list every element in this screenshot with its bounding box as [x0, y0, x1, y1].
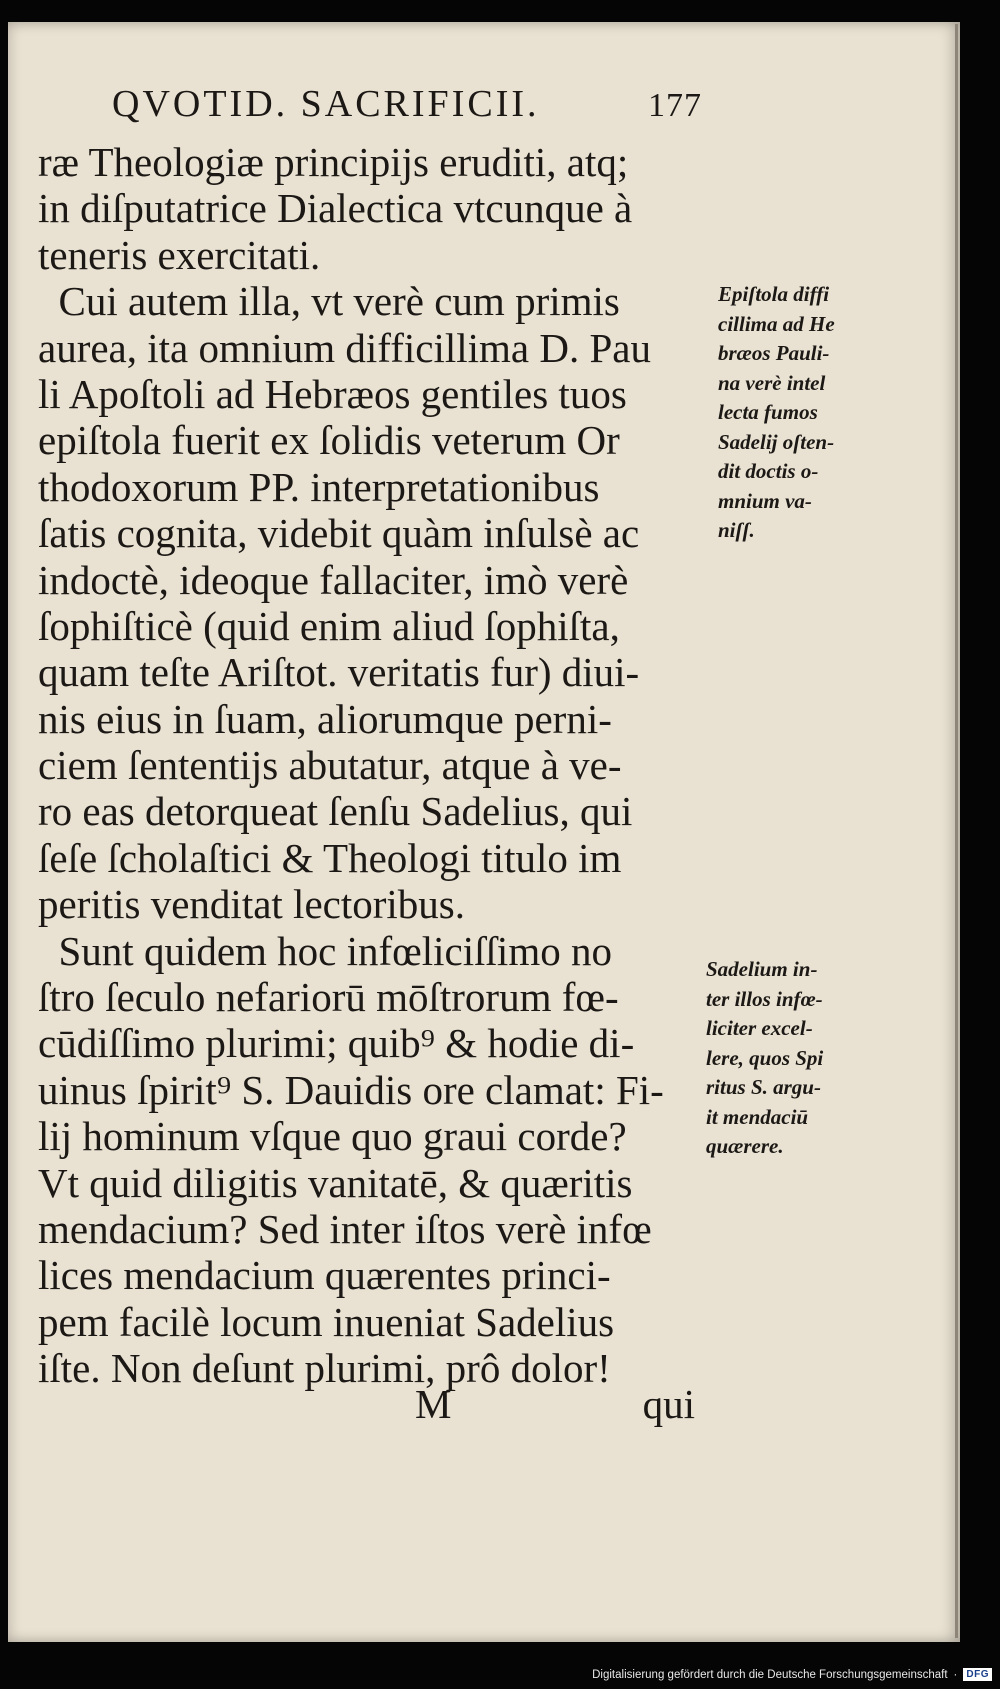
text-line: lij hominum vſque quo graui corde? — [38, 1113, 627, 1160]
marginal-note-line: dit doctis o- — [718, 459, 819, 483]
digitization-footer — [592, 1668, 992, 1681]
marginal-note-line: liciter excel- — [706, 1016, 813, 1040]
catchword: qui — [642, 1381, 695, 1427]
text-line: Vt quid diligitis vanitatē, & quæritis — [38, 1159, 633, 1206]
marginal-note-1 — [718, 280, 868, 546]
text-line: thodoxorum PP. interpretationibus — [38, 463, 600, 510]
text-line: in diſputatrice Dialectica vtcunque à — [38, 185, 633, 232]
text-line: ræ Theologiæ principijs eruditi, atq; — [38, 139, 629, 185]
text-line: epiſtola fuerit ex ſolidis veterum Or — [38, 417, 620, 464]
text-line: indoctè, ideoque fallaciter, imò verè — [38, 556, 629, 603]
running-title: QVOTID. SACRIFICII. — [112, 83, 540, 125]
text-line: peritis venditat lectoribus. — [38, 881, 465, 928]
marginal-note-line: ritus S. argu- — [706, 1075, 821, 1099]
dfg-logo-icon: DFG — [963, 1668, 992, 1681]
marginal-note-line: Epiſtola diffi — [718, 282, 830, 306]
text-line: iſte. Non deſunt plurimi, prô dolor! — [38, 1345, 611, 1392]
signature-mark: M — [415, 1381, 452, 1427]
text-line: ſatis cognita, videbit quàm inſulsè ac — [38, 510, 640, 557]
text-line: uinus ſpirit⁹ S. Dauidis ore clamat: Fi- — [38, 1066, 664, 1113]
marginal-note-line: lecta fumos — [718, 400, 818, 424]
text-line: ſeſe ſcholaſtici & Theologi titulo im — [38, 834, 622, 881]
text-line: mendacium? Sed inter iſtos verè infœ — [38, 1205, 652, 1252]
page-header — [112, 82, 702, 136]
marginal-note-line: ter illos infœ- — [706, 986, 823, 1011]
marginal-note-line: cillima ad He — [718, 311, 835, 336]
page-number: 177 — [648, 87, 702, 124]
text-line: ſophiſticè (quid enim aliud ſophiſta, — [38, 602, 620, 649]
text-line: teneris exercitati. — [38, 231, 321, 278]
text-line: ciem ſententijs abutatur, atque à ve- — [38, 742, 622, 789]
text-line: pem facilè locum inueniat Sadelius — [38, 1298, 615, 1345]
marginal-note-line: quærere. — [706, 1134, 784, 1158]
text-line: ſtro ſeculo nefariorū mōſtrorum fœ- — [38, 974, 619, 1021]
page-edge — [955, 24, 958, 1638]
text-line: cūdiſſimo plurimi; quib⁹ & hodie di- — [38, 1020, 635, 1067]
text-line: Sunt quidem hoc infœliciſſimo no — [38, 927, 612, 974]
main-text-block — [38, 139, 713, 1392]
marginal-note-line: bræos Pauli- — [718, 341, 830, 365]
footer-dot: · — [953, 1668, 958, 1681]
footer-credit: Digitalisierung gefördert durch die Deutsche Forschungsgemeinschaft — [592, 1668, 948, 1681]
marginal-note-line: mnium va- — [718, 488, 812, 513]
marginal-note-line: lere, quos Spi — [706, 1045, 824, 1070]
text-line: ro eas detorqueat ſenſu Sadelius, qui — [38, 788, 633, 835]
text-line: nis eius in ſuam, aliorumque perni- — [38, 695, 612, 742]
catchline — [415, 1380, 695, 1436]
text-line: Cui autem illa, vt verè cum primis — [38, 278, 620, 325]
marginal-note-line: Sadelium in- — [706, 957, 818, 981]
text-line: quam teſte Ariſtot. veritatis fur) diui- — [38, 649, 640, 696]
text-line: li Apoſtoli ad Hebræos gentiles tuos — [38, 370, 627, 417]
marginal-note-2 — [706, 955, 876, 1162]
marginal-note-line: it mendaciū — [706, 1104, 809, 1129]
marginal-note-line: niſſ. — [718, 518, 755, 542]
marginal-note-line: na verè intel — [718, 370, 826, 395]
text-line: lices mendacium quærentes princi- — [38, 1252, 611, 1299]
marginal-note-line: Sadelij oſten- — [718, 429, 835, 454]
text-line: aurea, ita omnium difficillima D. Pau — [38, 324, 651, 371]
